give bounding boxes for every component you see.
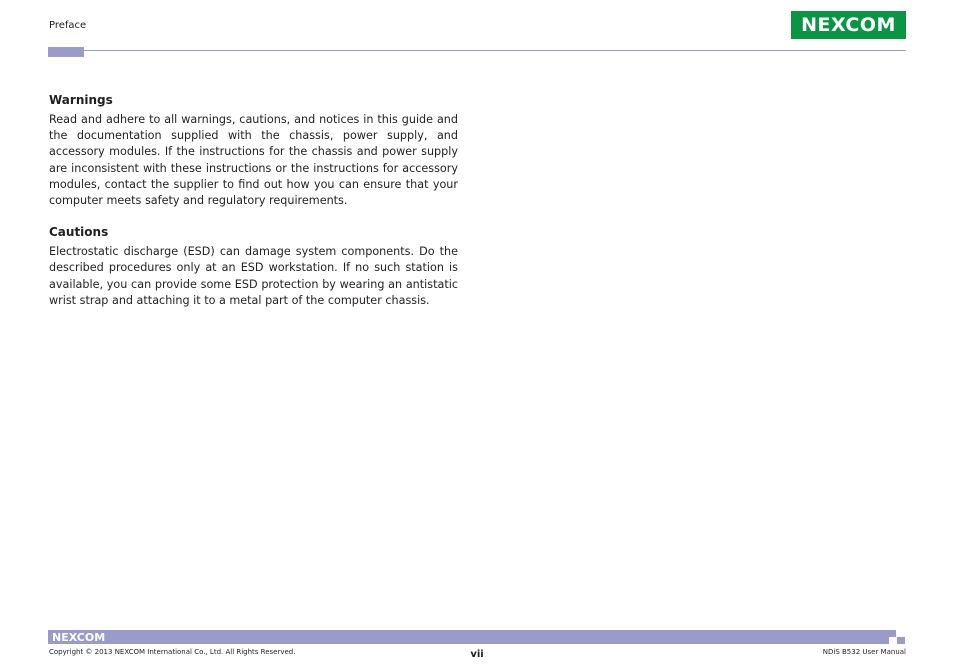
logo-text: NEXCOM bbox=[801, 14, 896, 36]
nexcom-logo bbox=[791, 11, 906, 39]
footer-bar bbox=[48, 630, 889, 644]
main-content bbox=[49, 92, 458, 309]
footer-logo-text: NEXCOM bbox=[52, 630, 106, 644]
copyright-text: Copyright © 2013 NEXCOM International Co., Ltd. All Rights Reserved. bbox=[49, 648, 296, 656]
cautions-heading: Cautions bbox=[49, 225, 109, 240]
warnings-text: Read and adhere to all warnings, cautions, and notices in this guide and the documentation supplied with the chassis, power supply, and accessory modules. If the instructions for the chassis and power supply are inconsistent with these instructions or the instructions for accessory modules, contact the supplier to find out how you can ensure that your computer meets safety and regulatory requirements. bbox=[49, 113, 458, 208]
footer-logo bbox=[52, 631, 105, 643]
warnings-heading: Warnings bbox=[49, 93, 113, 107]
cautions-text: Electrostatic discharge (ESD) can damage system components. Do the described procedures only at an ESD workstation. If no such station is available, you can provide some ESD protection by wearing an antistatic wrist strap and attaching it to a metal part of the computer chassis. bbox=[49, 245, 458, 307]
header-divider bbox=[84, 50, 906, 51]
manual-title: NDiS B532 User Manual bbox=[822, 648, 906, 656]
footer-square-decoration bbox=[889, 630, 896, 637]
header-accent-block bbox=[48, 47, 84, 57]
footer-square-decoration bbox=[897, 637, 905, 644]
section-label: Preface bbox=[49, 20, 87, 31]
page-number: vii bbox=[470, 649, 484, 660]
